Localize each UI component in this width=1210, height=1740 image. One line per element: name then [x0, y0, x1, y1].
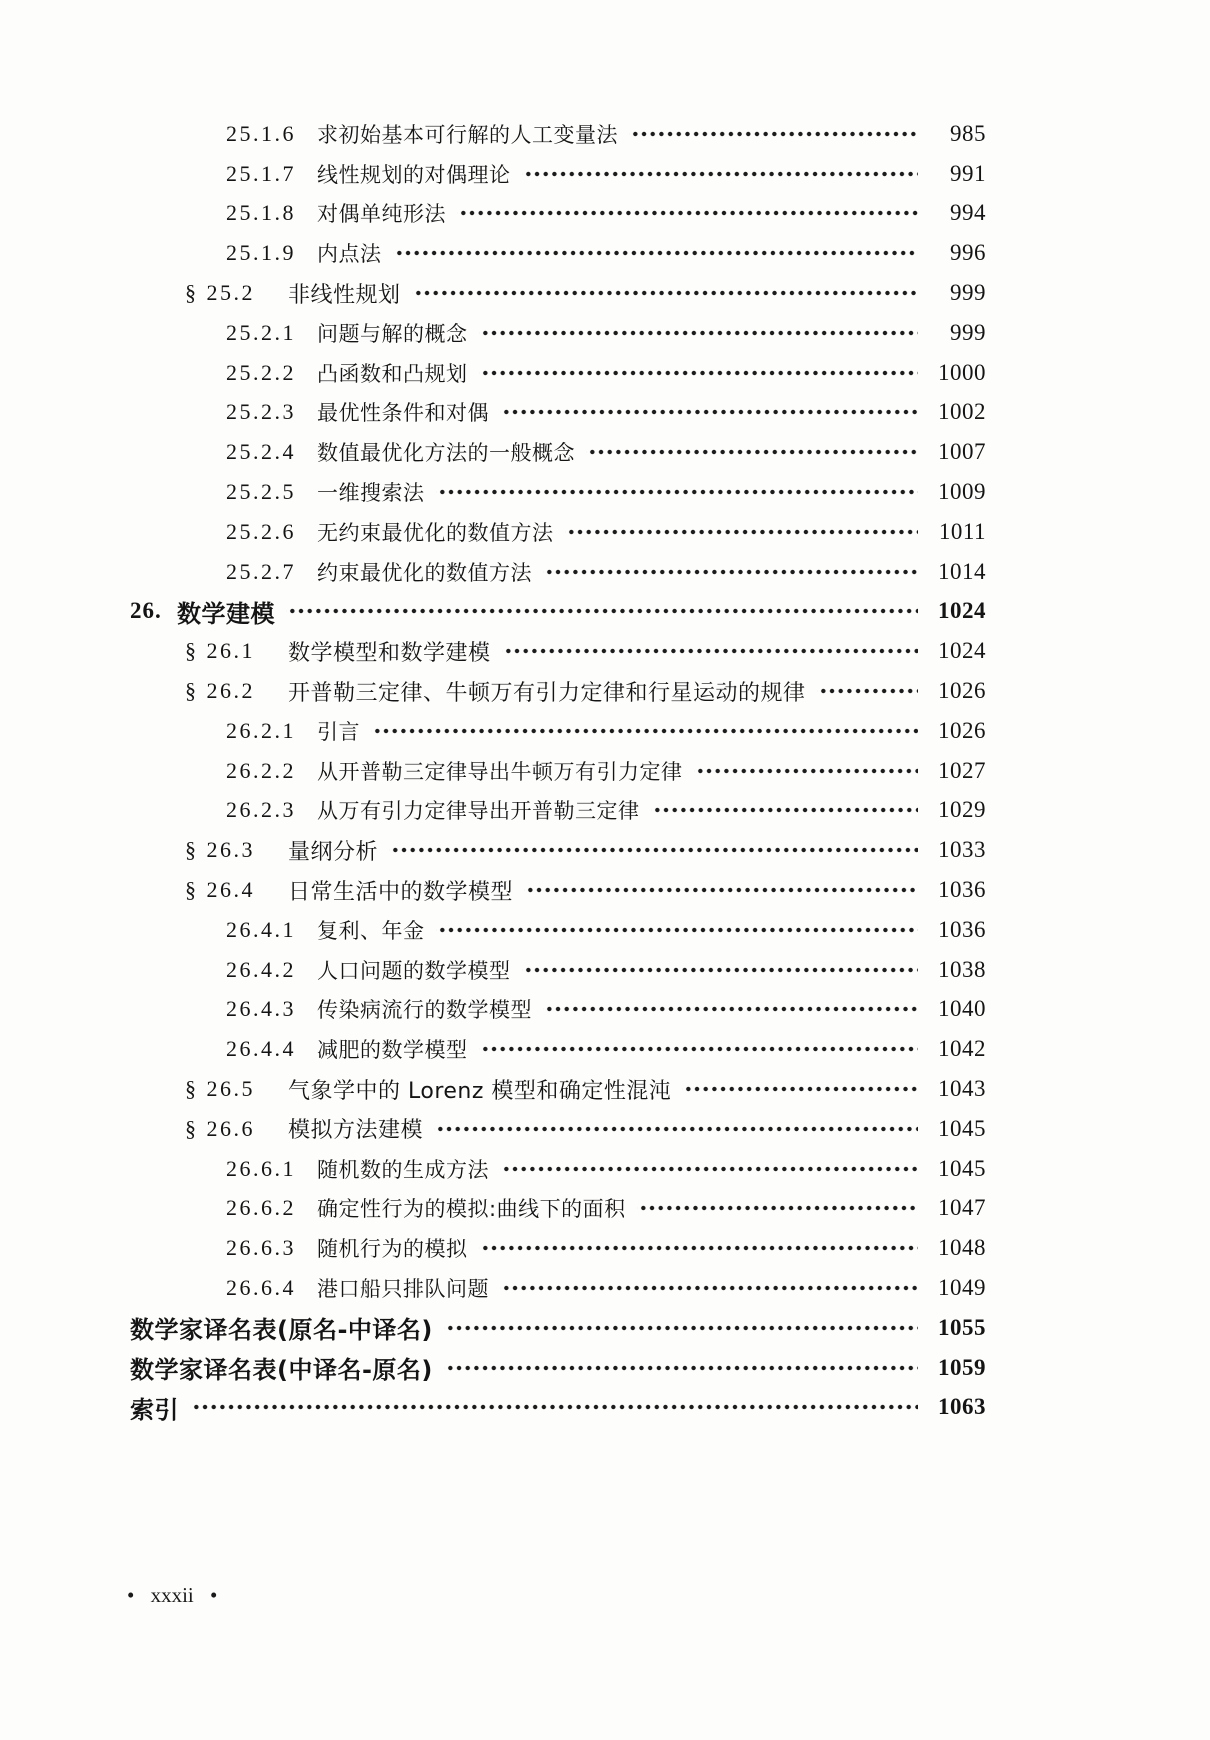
toc-entry-title: 复利、年金: [317, 918, 425, 943]
toc-entry-title: 内点法: [317, 242, 382, 267]
toc-entry-number: 26.6.3: [226, 1235, 296, 1261]
toc-entry-number: § 26.6: [185, 1115, 255, 1141]
toc-entry-page: 999: [950, 280, 986, 306]
toc-entry-title: 从万有引力定律导出开普勒三定律: [317, 799, 640, 824]
toc-entry: [130, 870, 986, 910]
dot-leader: [651, 791, 919, 831]
dot-leader: [502, 631, 918, 671]
toc-entry: [130, 631, 986, 671]
toc-entry: [130, 711, 986, 751]
toc-entry-page: 994: [950, 200, 986, 226]
dot-leader: [286, 592, 918, 632]
toc-entry-page: 1042: [938, 1036, 986, 1062]
toc-entry-page: 1047: [938, 1195, 986, 1221]
toc-entry: [130, 990, 986, 1030]
dot-leader: [479, 1228, 919, 1268]
toc-entry: [130, 1149, 986, 1189]
toc-list: [130, 114, 986, 1427]
toc-entry-number: 25.2.6: [226, 518, 296, 544]
toc-entry-title: 港口船只排队问题: [317, 1277, 489, 1301]
toc-entry-page: 1038: [938, 956, 986, 982]
toc-entry-number: § 26.3: [185, 837, 255, 863]
dot-leader: [694, 751, 919, 791]
dot-leader: [479, 313, 919, 353]
toc-entry-page: 1011: [938, 518, 986, 544]
toc-entry-title: 对偶单纯形法: [317, 202, 446, 227]
toc-entry-title: 求初始基本可行解的人工变量法: [317, 122, 618, 147]
dot-leader: [393, 233, 919, 273]
toc-entry-title: 数学家译名表(原名-中译名): [130, 1316, 433, 1345]
toc-entry-title: 日常生活中的数学模型: [288, 879, 514, 905]
toc-entry-number: 25.1.9: [226, 240, 296, 266]
dot-leader: [436, 472, 919, 512]
toc-entry-page: 1029: [938, 797, 986, 823]
toc-entry-page: 1063: [938, 1394, 986, 1420]
toc-entry: [130, 791, 986, 831]
toc-entry: [130, 950, 986, 990]
toc-entry-title: 非线性规划: [288, 282, 401, 308]
dot-leader: [524, 870, 918, 910]
toc-entry-number: 26.: [130, 598, 162, 624]
toc-entry-title: 从开普勒三定律导出牛顿万有引力定律: [317, 759, 683, 784]
dot-leader: [444, 1308, 918, 1348]
dot-leader: [479, 353, 919, 393]
toc-entry-number: 25.1.6: [226, 120, 296, 146]
toc-entry-title: 数学建模: [177, 599, 275, 628]
toc-entry-page: 991: [950, 160, 986, 186]
toc-entry-page: 1033: [938, 837, 986, 863]
toc-entry: [130, 432, 986, 472]
toc-entry-title: 线性规划的对偶理论: [317, 162, 511, 187]
toc-entry-title: 引言: [317, 719, 360, 744]
toc-entry-page: 1055: [938, 1314, 986, 1340]
toc-entry-page: 1049: [938, 1275, 986, 1300]
toc-entry-page: 1026: [938, 717, 986, 743]
toc-entry-title: 随机行为的模拟: [317, 1237, 468, 1262]
toc-entry-title: 问题与解的概念: [317, 321, 468, 346]
toc-entry: [130, 233, 986, 273]
toc-entry-title: 数学家译名表(中译名-原名): [130, 1356, 433, 1385]
toc-entry: [130, 552, 986, 592]
dot-leader: [434, 1109, 918, 1149]
toc-entry-page: 1040: [938, 996, 986, 1022]
toc-entry: [130, 592, 986, 632]
toc-entry-number: § 26.2: [185, 678, 255, 704]
toc-entry-title: 减肥的数学模型: [317, 1038, 468, 1063]
toc-entry-number: 25.2.4: [226, 439, 296, 465]
toc-entry-title: 无约束最优化的数值方法: [317, 520, 554, 545]
toc-entry: [130, 830, 986, 870]
dot-leader: [457, 194, 918, 234]
toc-entry-page: 999: [950, 319, 986, 345]
toc-entry-title: 模拟方法建模: [288, 1118, 424, 1144]
toc-entry-number: 26.6.4: [226, 1275, 296, 1300]
dot-leader: [637, 1189, 918, 1229]
toc-entry: [130, 194, 986, 234]
toc-entry: [130, 1189, 986, 1229]
toc-entry: [130, 1268, 986, 1308]
toc-entry-number: 26.2.3: [226, 797, 296, 823]
toc-entry-title: 约束最优化的数值方法: [317, 560, 532, 585]
toc-entry-number: § 26.5: [185, 1076, 255, 1102]
toc-entry-number: 26.2.2: [226, 757, 296, 783]
toc-entry: [130, 512, 986, 552]
toc-entry: [130, 353, 986, 393]
dot-leader: [479, 1029, 919, 1069]
toc-entry-page: 1014: [938, 558, 986, 584]
toc-entry: [130, 1069, 986, 1109]
dot-leader: [436, 910, 919, 950]
toc-entry-number: 25.2.5: [226, 479, 296, 505]
dot-leader: [629, 114, 918, 154]
toc-entry-number: § 25.2: [185, 280, 255, 306]
toc-entry-title: 索引: [130, 1395, 179, 1424]
toc-entry-number: 26.2.1: [226, 717, 296, 743]
toc-entry-number: 26.4.4: [226, 1036, 296, 1062]
toc-entry: [130, 1029, 986, 1069]
toc-entry-page: 1000: [938, 359, 986, 385]
toc-entry-title: 人口问题的数学模型: [317, 958, 511, 983]
toc-entry-title: 数值最优化方法的一般概念: [317, 441, 575, 466]
toc-entry-page: 1059: [938, 1354, 986, 1380]
dot-leader: [543, 552, 918, 592]
toc-entry-number: 26.4.3: [226, 996, 296, 1022]
toc-entry-number: 26.4.2: [226, 956, 296, 982]
dot-leader: [389, 830, 918, 870]
dot-leader: [522, 950, 919, 990]
dot-leader: [500, 393, 918, 433]
dot-leader: [371, 711, 918, 751]
toc-entry-number: 26.6.2: [226, 1195, 296, 1221]
toc-entry: [130, 393, 986, 433]
toc-entry-number: 25.1.8: [226, 200, 296, 226]
toc-entry: [130, 910, 986, 950]
toc-entry-number: 26.4.1: [226, 916, 296, 942]
toc-entry: [130, 671, 986, 711]
toc-entry-page: 1036: [938, 916, 986, 942]
toc-entry-number: 26.6.1: [226, 1155, 296, 1181]
toc-entry: [130, 313, 986, 353]
toc-entry-number: § 26.4: [185, 877, 255, 903]
toc-entry-page: 1024: [938, 598, 986, 624]
toc-entry: [130, 472, 986, 512]
toc-entry-page: 1007: [938, 439, 986, 465]
dot-leader: [500, 1268, 918, 1308]
toc-entry-number: 25.2.1: [226, 319, 296, 345]
toc-entry-title: 量纲分析: [288, 839, 379, 865]
toc-entry-title: 气象学中的 Lorenz 模型和确定性混沌: [288, 1078, 672, 1104]
toc-entry-number: 25.1.7: [226, 160, 296, 186]
toc-entry: [130, 751, 986, 791]
toc-entry-page: 985: [950, 120, 986, 146]
toc-entry-page: 1026: [938, 678, 986, 704]
toc-entry-title: 一维搜索法: [317, 481, 425, 506]
toc-entry: [130, 1109, 986, 1149]
dot-leader: [565, 512, 919, 552]
dot-leader: [444, 1348, 918, 1388]
toc-entry-page: 1002: [938, 399, 986, 425]
toc-entry: [130, 273, 986, 313]
toc-entry: [130, 1228, 986, 1268]
dot-leader: [500, 1149, 918, 1189]
dot-leader: [586, 432, 918, 472]
dot-leader: [190, 1388, 918, 1428]
toc-entry-title: 确定性行为的模拟:曲线下的面积: [317, 1197, 626, 1222]
toc-entry: [130, 1308, 986, 1348]
toc-entry-page: 1036: [938, 877, 986, 903]
toc-entry-title: 凸函数和凸规划: [317, 361, 468, 386]
toc-entry-page: 1009: [938, 479, 986, 505]
toc-entry-page: 1045: [938, 1155, 986, 1181]
dot-leader: [412, 273, 918, 313]
toc-entry-number: 25.2.3: [226, 399, 296, 425]
toc-entry-title: 随机数的生成方法: [317, 1157, 489, 1182]
dot-leader: [817, 671, 918, 711]
page-number-footer: • xxxii •: [127, 1583, 218, 1607]
toc-entry-number: § 26.1: [185, 638, 255, 664]
toc-entry-number: 25.2.2: [226, 359, 296, 385]
dot-leader: [522, 154, 919, 194]
toc-entry-page: 1045: [938, 1115, 986, 1141]
toc-entry-page: 1027: [938, 757, 986, 783]
toc-entry-page: 1024: [938, 638, 986, 664]
dot-leader: [543, 990, 918, 1030]
toc-entry-title: 传染病流行的数学模型: [317, 998, 532, 1023]
toc-entry-title: 最优性条件和对偶: [317, 401, 489, 426]
toc-entry: [130, 1348, 986, 1388]
toc-entry: [130, 1388, 986, 1428]
toc-entry-page: 1043: [938, 1076, 986, 1102]
dot-leader: [682, 1069, 918, 1109]
toc-entry-page: 1048: [938, 1235, 986, 1261]
toc-entry-page: 996: [950, 240, 986, 266]
toc-entry: [130, 114, 986, 154]
toc-entry-title: 开普勒三定律、牛顿万有引力定律和行星运动的规律: [288, 680, 806, 706]
toc-entry-title: 数学模型和数学建模: [288, 640, 491, 666]
toc-entry: [130, 154, 986, 194]
toc-entry-number: 25.2.7: [226, 558, 296, 584]
